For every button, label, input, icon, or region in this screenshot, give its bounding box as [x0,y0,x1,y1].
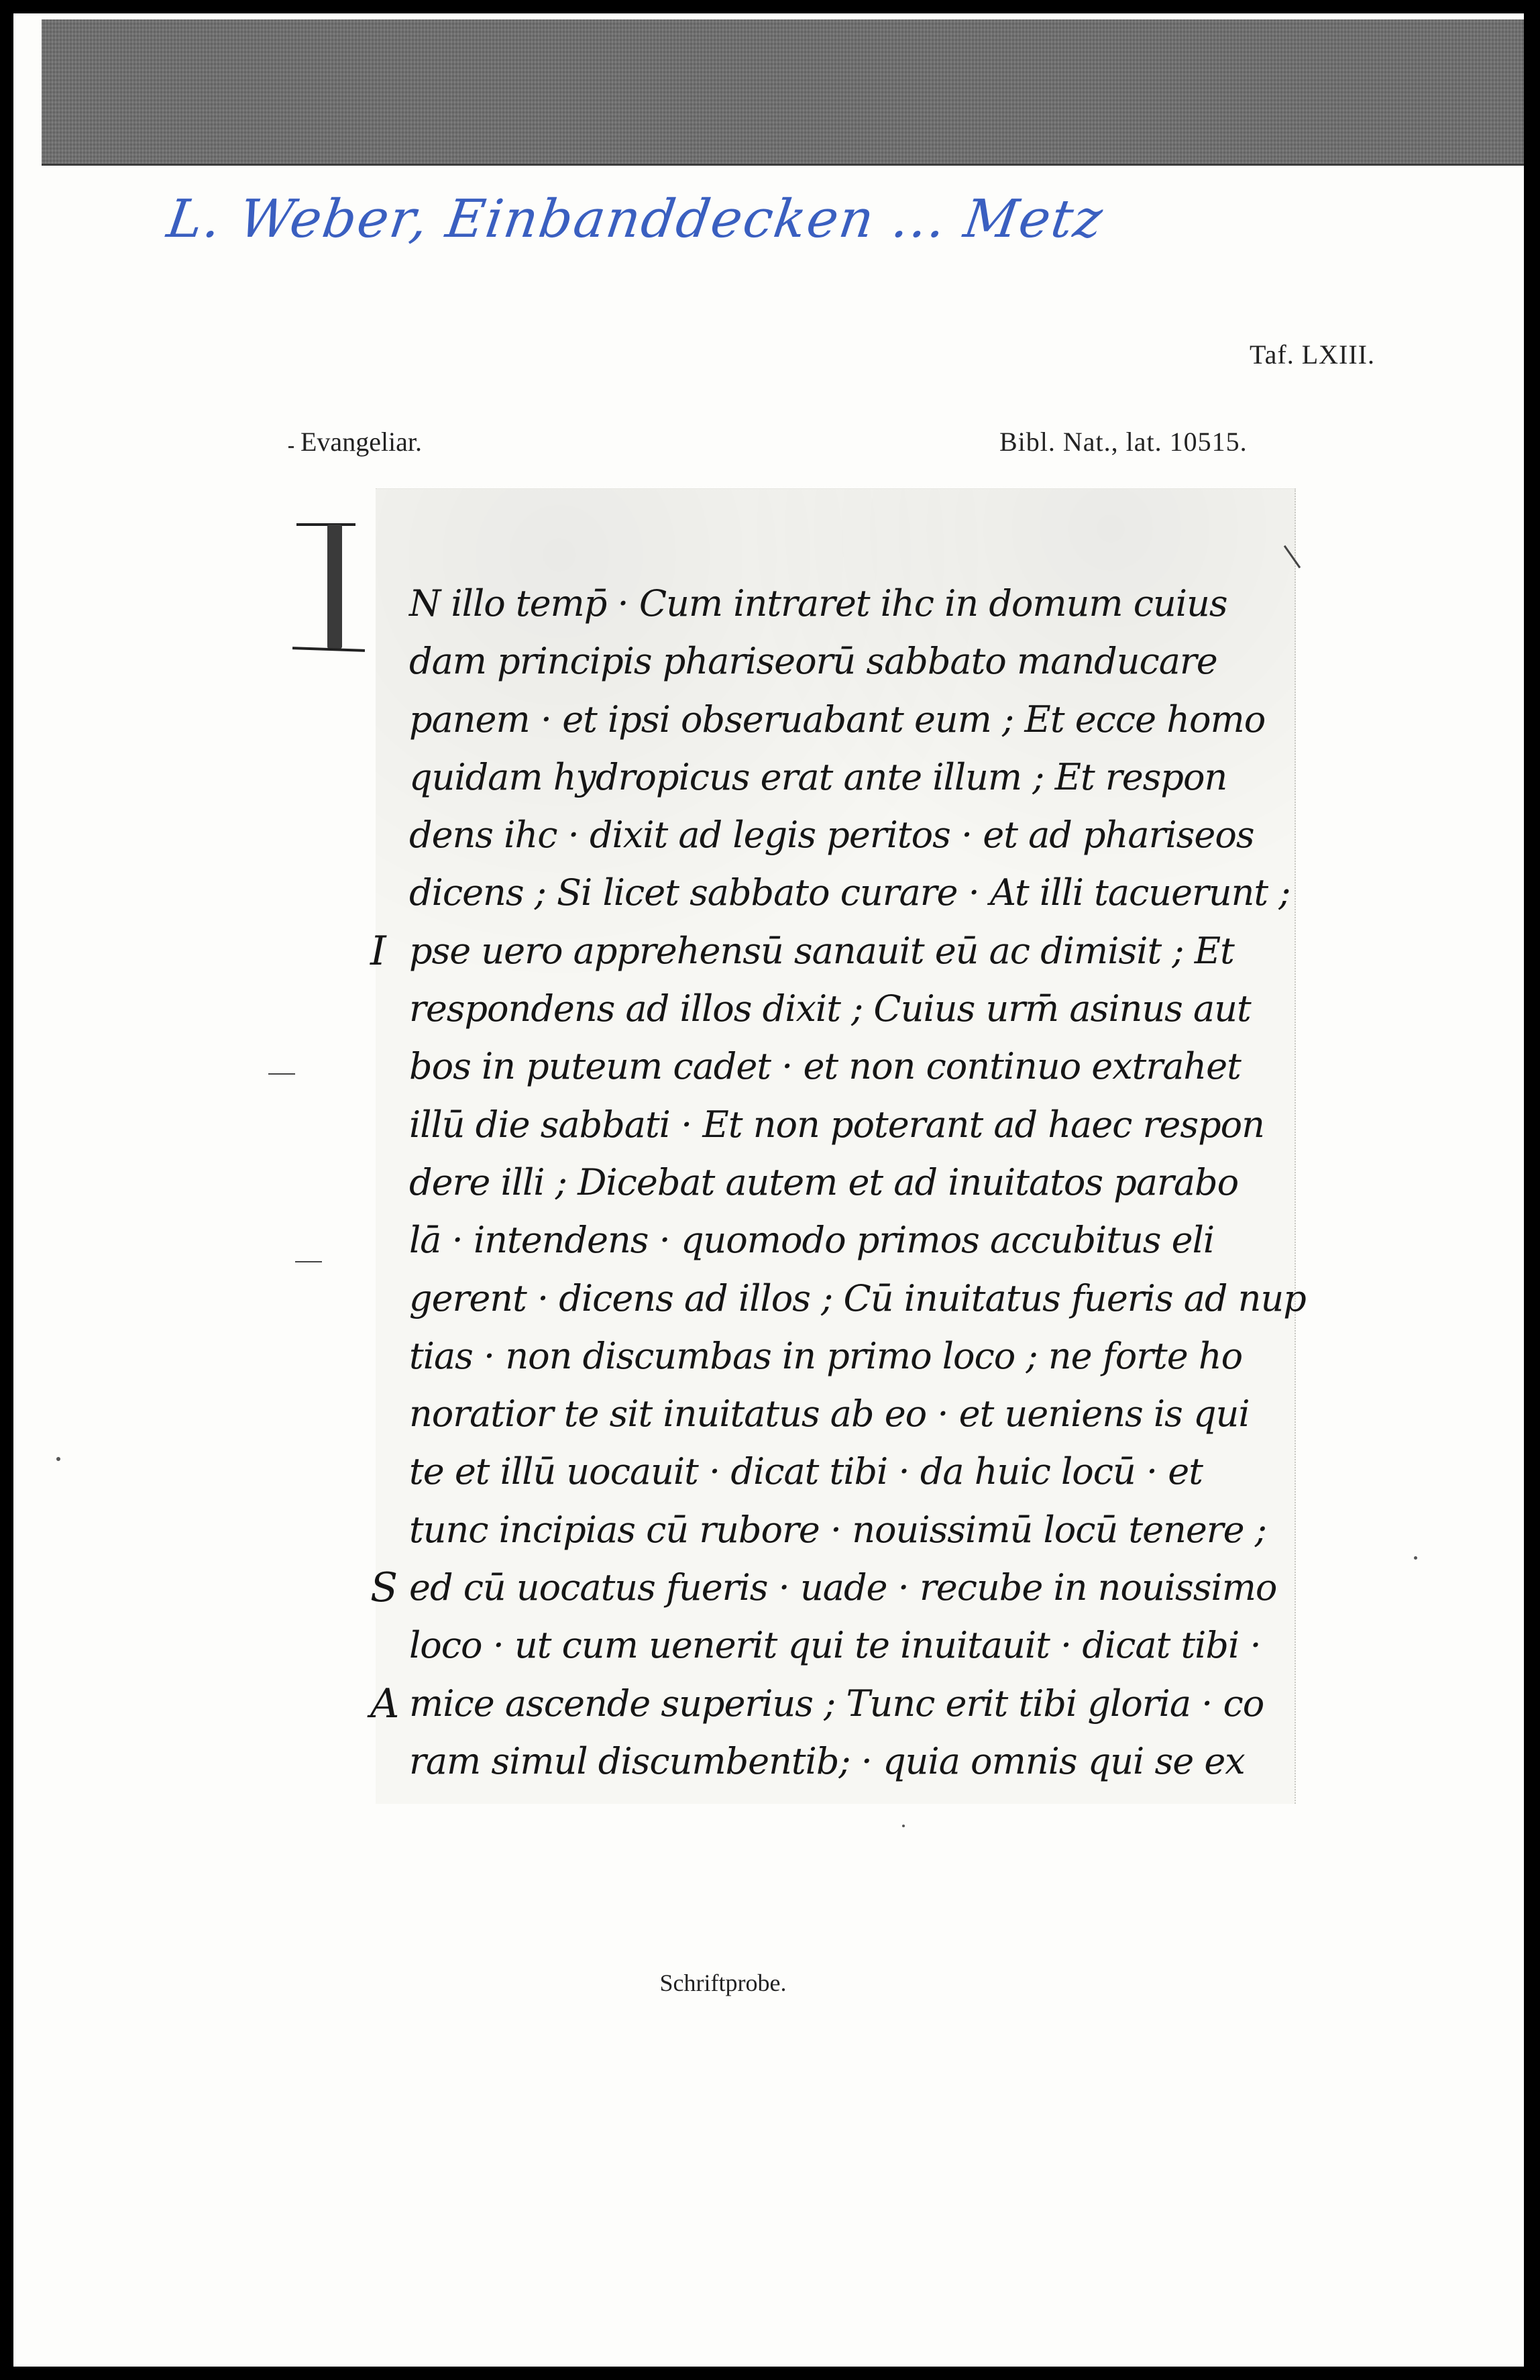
manuscript-line: bos in puteum cadet · et non continuo extrahet [409,1045,1241,1088]
manuscript-line: ram simul discumbentib; · quia omnis qui se ex [409,1739,1245,1782]
plate-number: Taf. LXIII. [1250,339,1375,370]
manuscript-line: I pse uero apprehensū sanauit eū ac dimisit ; Et [370,927,1234,975]
shelfmark-label: Bibl. Nat., lat. 10515. [999,427,1248,457]
caption-text: Schriftprobe. [659,1969,787,1996]
margin-initial: S [370,1564,398,1612]
initial-serif-top [296,523,355,526]
scan-speck [56,1457,60,1461]
manuscript-line: panem · et ipsi obseruabant eum ; Et ecce homo [409,698,1266,741]
manuscript-type-label [300,426,422,457]
initial-stem [327,525,342,649]
manuscript-line: tias · non discumbas in primo loco ; ne forte ho [409,1334,1243,1377]
manuscript-line: N illo temp̄ · Cum intraret ihc in domum cuius [409,582,1227,625]
manuscript-line: dicens ; Si licet sabbato curare · At illi tacuerunt ; [409,871,1290,914]
scan-speck [1414,1556,1417,1560]
manuscript-line: dam principis phariseorū sabbato manducare [409,640,1217,683]
manuscript-line: gerent · dicens ad illos ; Cū inuitatus fueris ad nup [409,1277,1306,1319]
scan-speck [902,1825,905,1827]
manuscript-line: te et illū uocauit · dicat tibi · da huic locū · et [409,1450,1203,1493]
plate-caption [0,1969,1540,1997]
manuscript-line: loco · ut cum uenerit qui te inuitauit · dicat tibi · [409,1624,1261,1667]
manuscript-line: S ed cū uocatus fueris · uade · recube in nouissimo [370,1564,1277,1612]
manuscript-line: tunc incipias cū rubore · nouissimū locū tenere ; [409,1508,1266,1551]
scan-artifact-stroke [268,1073,295,1075]
manuscript-line: illū die sabbati · Et non poterant ad haec respon [409,1103,1264,1146]
manuscript-line: lā · intendens · quomodo primos accubitus eli [409,1219,1215,1262]
handwritten-note: L. Weber, Einbanddecken ... Metz [163,189,1107,250]
manuscript-line: A mice ascende superius ; Tunc erit tibi gloria · co [370,1680,1264,1727]
manuscript-line: respondens ad illos dixit ; Cuius urm̄ asinus aut [409,987,1251,1030]
manuscript-line: dere illi ; Dicebat autem et ad inuitatos parabo [409,1160,1239,1203]
manuscript-line: quidam hydropicus erat ante illum ; Et respon [409,755,1227,798]
manuscript-line: noratior te sit inuitatus ab eo · et ueniens is qui [409,1393,1250,1436]
scan-shadow-band [42,19,1524,166]
margin-mark [288,446,294,448]
margin-initial: I [370,927,386,975]
decorated-initial-i [295,517,376,657]
manuscript-type-text: Evangeliar. [300,427,423,457]
initial-serif-bottom [292,647,365,652]
scan-artifact-stroke [295,1261,322,1262]
margin-initial: A [370,1680,399,1727]
manuscript-text [370,582,1308,1799]
manuscript-line: dens ihc · dixit ad legis peritos · et ad phariseos [409,814,1254,857]
